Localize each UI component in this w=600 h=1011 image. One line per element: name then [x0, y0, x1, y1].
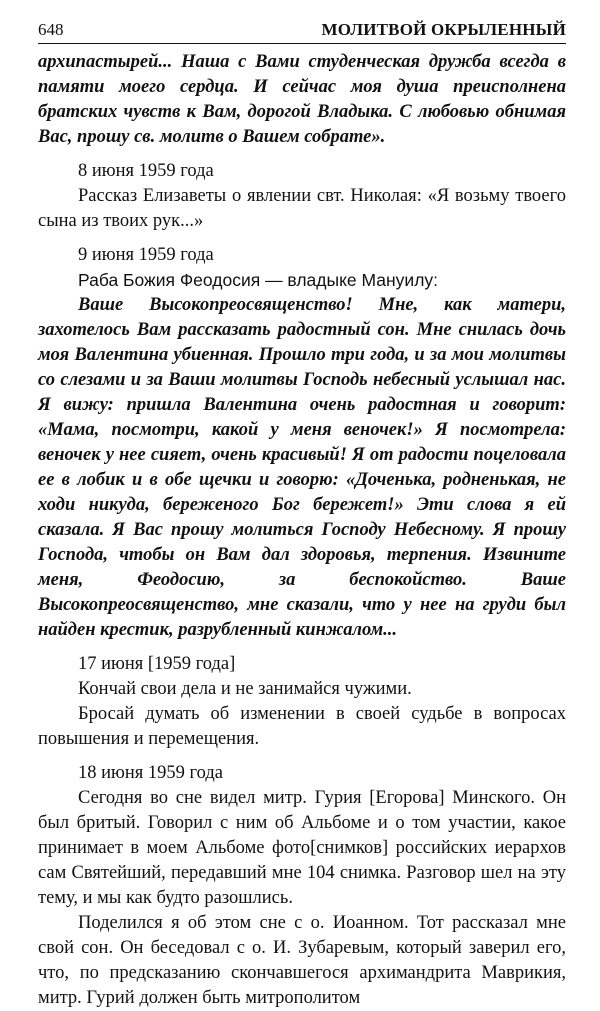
date-heading: 9 июня 1959 года: [78, 245, 214, 265]
paragraph: Рассказ Елизаветы о явлении свт. Николая: «Я возьму твоего сына из твоих рук...»: [38, 186, 566, 231]
page-body: [38, 44, 566, 1011]
date-heading: 8 июня 1959 года: [78, 161, 214, 181]
date-heading: 18 июня 1959 года: [78, 763, 223, 783]
letter-text: Ваше Высокопреосвященство! Мне, как матери, захотелось Вам рассказать радостный сон. Мне снилась дочь моя Валентина убиенная. Прошло три года, и за мои молитвы со слезами и за Ваши молитвы Господь небесный услышал нас. Я вижу: пришла Валентина очень радостная и говорит: «Мама, посмотри, какой у меня веночек!» Я посмотрела: веночек у нее сияет, очень красивый! Я от радости поцеловала ее в лобик и в обе щечки и говорю: «Доченька, родненькая, не ходи никуда, береженого Бог бережет!» Эти слова я ей сказала. Я Вас прошу молиться Господу Небесному. Я прошу Господа, чтобы он Вам дал здоровья, терпения. Извините меня, Феодосию, за беспокойство. Ваше Высокопреосвященство, мне сказали, что у нее на груди был найден крестик, разрубленный кинжалом...: [38, 295, 566, 640]
paragraph: Кончай свои дела и не занимайся чужими.: [78, 679, 412, 699]
paragraph: Сегодня во сне видел митр. Гурия [Егорова] Минского. Он был бритый. Говорил с ним об Альбоме и о том участии, какое принимает в моем Альбоме фото[снимков] российских иерархов сам Святейший, передавший мне 104 снимка. Разговор шел на эту тему, и мы как будто разошлись.: [38, 788, 566, 908]
page-number: 648: [38, 20, 64, 39]
paragraph: Поделился я об этом сне с о. Иоанном. Тот рассказал мне свой сон. Он беседовал с о. И. Зубаревым, который заверил его, что, по предсказанию скончавшегося архимандрита Маврикия, митр. Гурий должен быть митрополитом: [38, 913, 566, 1008]
letter-continuation: архипастырей... Наша с Вами студенческая дружба всегда в памяти моего сердца. И сейчас моя душа преисполнена братских чувств к Вам, дорогой Владыка. С любовью обнимая Вас, прошу св. молитв о Вашем собрате».: [38, 52, 566, 147]
page-header: [38, 0, 566, 44]
date-heading: 17 июня [1959 года]: [78, 654, 236, 674]
running-title: МОЛИТВОЙ ОКРЫЛЕННЫЙ: [321, 20, 566, 39]
letter-heading: Раба Божия Феодосия — владыке Мануилу:: [78, 270, 439, 290]
paragraph: Бросай думать об изменении в своей судьбе в вопросах повышения и перемещения.: [38, 704, 566, 749]
